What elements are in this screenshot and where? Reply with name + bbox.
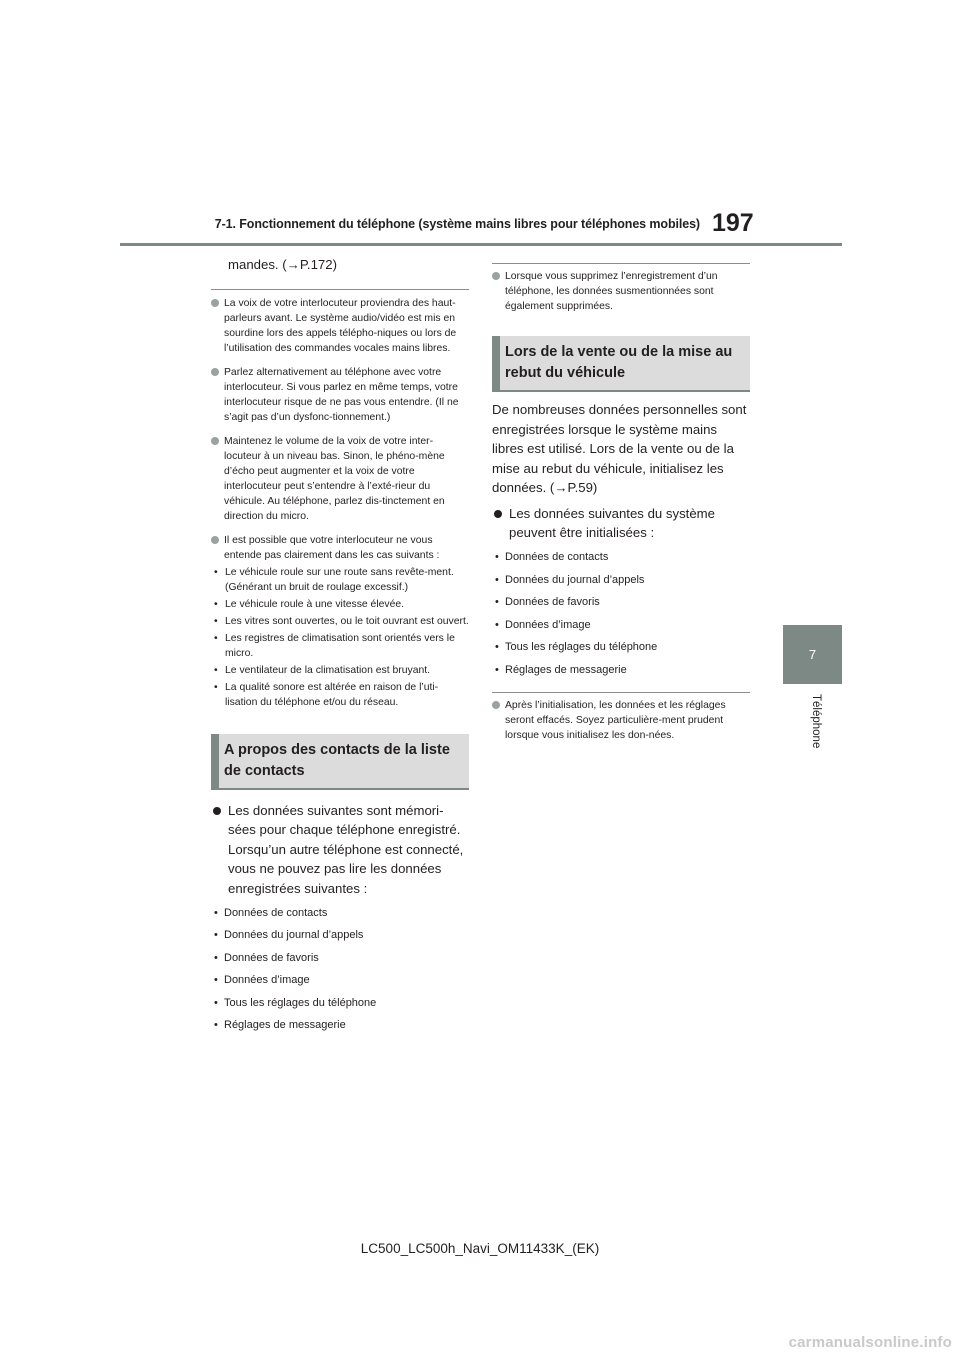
section-heading: Lors de la vente ou de la mise au rebut du véhicule xyxy=(492,336,750,392)
note-divider xyxy=(492,692,750,693)
header-rule xyxy=(120,243,842,246)
section-title: 7-1. Fonctionnement du téléphone (système mains libres pour téléphones mobiles) xyxy=(214,217,700,231)
section-heading: A propos des contacts de la liste de contacts xyxy=(211,734,469,790)
manual-code: LC500_LC500h_Navi_OM11433K_(EK) xyxy=(360,1241,600,1256)
continuation-text: mandes. (→P.172) xyxy=(228,257,337,272)
list-item: • Réglages de messagerie xyxy=(495,663,627,676)
list-item: • Données de contacts xyxy=(495,551,609,563)
note-bullet-icon xyxy=(211,437,219,445)
note-item: Parlez alternativement au téléphone avec votre interlocuteur. Si vous parlez en même temps, votre interlocuteur risque de ne pas vous entendre. (Il ne s’agit pas d’un dysfonc-tionnement.) xyxy=(211,365,469,425)
bullet-icon xyxy=(494,510,502,518)
list-item: • Le ventilateur de la climatisation est bruyant. xyxy=(214,664,431,676)
note-bullet-icon xyxy=(492,272,500,280)
right-column xyxy=(492,263,750,743)
list-item: • Tous les réglages du téléphone xyxy=(214,996,377,1009)
bullet-paragraph: Les données suivantes du système peuvent être initialisées : xyxy=(492,504,750,543)
list-item: • Le véhicule roule sur une route sans revête-ment. (Générant un bruit de roulage excessif.) xyxy=(214,566,454,593)
note-item: Il est possible que votre interlocuteur ne vous entende pas clairement dans les cas suivants : xyxy=(211,533,469,563)
body-paragraph: De nombreuses données personnelles sont enregistrées lorsque le système mains libres est utilisé. Lors de la vente ou de la mise au rebut du véhicule, initialisez les données. (→P.59) xyxy=(492,402,747,495)
chapter-number: 7 xyxy=(808,647,817,662)
left-column xyxy=(211,255,469,1033)
list-item: • Données du journal d’appels xyxy=(214,929,364,941)
note-item: Maintenez le volume de la voix de votre inter-locuteur à un niveau bas. Sinon, le phéno-mène d’écho peut augmenter et la voix de votre interlocuteur peut s’entendre à l’exté-rieur du véhicule. Au téléphone, parlez dis-tinctement en direction du micro. xyxy=(211,434,469,524)
note-bullet-icon xyxy=(211,536,219,544)
note-item: Après l’initialisation, les données et les réglages seront effacés. Soyez particulière-ment prudent lorsque vous initialisez les don-nées. xyxy=(492,698,750,743)
watermark: carmanualsonline.info xyxy=(788,1334,952,1351)
note-bullet-icon xyxy=(211,368,219,376)
resettable-data-list xyxy=(492,550,750,678)
list-item: • Données d’image xyxy=(495,618,591,631)
list-item: • Données d’image xyxy=(214,974,310,986)
list-item: • Données de favoris xyxy=(495,596,600,608)
note-bullet-icon xyxy=(211,299,219,307)
list-item: • Données de favoris xyxy=(214,951,319,964)
list-item: • Les registres de climatisation sont orientés vers le micro. xyxy=(214,632,455,659)
list-item: • La qualité sonore est altérée en raison de l’uti-lisation du téléphone et/ou du réseau. xyxy=(214,681,439,708)
chapter-label: Téléphone xyxy=(810,694,822,749)
stored-data-list xyxy=(211,906,469,1034)
list-item: • Réglages de messagerie xyxy=(214,1019,346,1031)
note-bullet-icon xyxy=(492,701,500,709)
cases-list xyxy=(211,565,469,710)
list-item: • Tous les réglages du téléphone xyxy=(495,641,658,653)
list-item: • Données de contacts xyxy=(214,906,328,919)
bullet-icon xyxy=(213,807,221,815)
list-item: • Les vitres sont ouvertes, ou le toit ouvrant est ouvert. xyxy=(214,615,469,627)
note-item: Lorsque vous supprimez l’enregistrement d’un téléphone, les données susmentionnées sont également supprimées. xyxy=(492,269,750,314)
chapter-tab[interactable] xyxy=(783,625,842,684)
list-item: • Données du journal d’appels xyxy=(495,573,645,586)
page-number: 197 xyxy=(712,209,754,237)
note-divider xyxy=(211,289,469,290)
list-item: • Le véhicule roule à une vitesse élevée. xyxy=(214,598,405,610)
bullet-paragraph: Les données suivantes sont mémori-sées pour chaque téléphone enregistré. Lorsqu’un autre téléphone est connecté, vous ne pouvez pas lire les données enregistrées suivantes : xyxy=(211,801,469,899)
note-item: La voix de votre interlocuteur proviendra des haut-parleurs avant. Le système audio/vidéo est mis en sourdine lors des appels télépho-niques ou lors de l’utilisation des commandes vocales mains libres. xyxy=(211,296,469,356)
note-divider xyxy=(492,263,750,264)
